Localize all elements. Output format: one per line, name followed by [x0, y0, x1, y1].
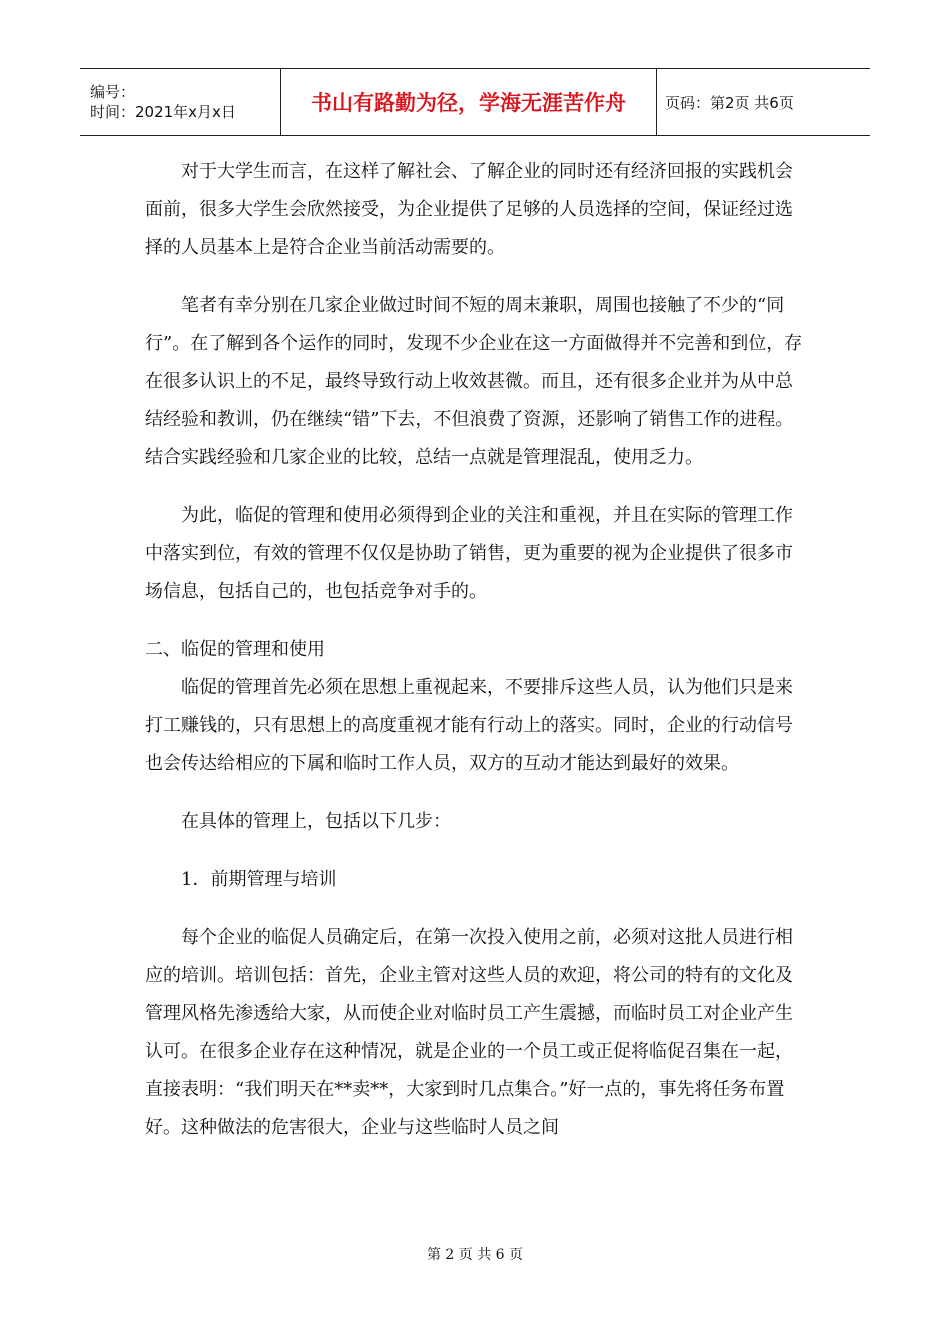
subsection-heading: 1．前期管理与培训	[181, 869, 337, 890]
document-body	[145, 153, 805, 1147]
paragraph: 笔者有幸分别在几家企业做过时间不短的周末兼职，周围也接触了不少的“同行”。在了解到各个运作的同时，发现不少企业在这一方面做得并不完善和到位，存在很多认识上的不足，最终导致行动上收效甚微。而且，还有很多企业并为从中总结经验和教训，仍在继续“错”下去，不但浪费了资源，还影响了销售工作的进程。结合实践经验和几家企业的比较，总结一点就是管理混乱，使用乏力。	[145, 295, 803, 468]
page-header	[80, 68, 870, 136]
paragraph: 为此，临促的管理和使用必须得到企业的关注和重视，并且在实际的管理工作中落实到位，有效的管理不仅仅是协助了销售，更为重要的视为企业提供了很多市场信息，包括自己的，也包括竞争对手的。	[145, 505, 793, 602]
header-page-info: 页码：第2页 共6页	[665, 93, 794, 112]
section-heading: 二、临促的管理和使用	[145, 639, 325, 660]
paragraph: 每个企业的临促人员确定后，在第一次投入使用之前，必须对这批人员进行相应的培训。培训包括：首先，企业主管对这些人员的欢迎，将公司的特有的文化及管理风格先渗透给大家，从而使企业对临时员工产生震撼，而临时员工对企业产生认可。在很多企业存在这种情况，就是企业的一个员工或正促将临促召集在一起，直接表明：“我们明天在**卖**，大家到时几点集合。”好一点的，事先将任务布置好。这种做法的危害很大，企业与这些临时人员之间	[145, 927, 793, 1138]
header-motto: 书山有路勤为径，学海无涯苦作舟	[280, 69, 657, 135]
header-meta	[80, 69, 280, 135]
document-number-label: 编号：	[90, 83, 136, 101]
paragraph: 临促的管理首先必须在思想上重视起来，不要排斥这些人员，认为他们只是来打工赚钱的，只有思想上的高度重视才能有行动上的落实。同时，企业的行动信号也会传达给相应的下属和临时工作人员，双方的互动才能达到最好的效果。	[145, 677, 793, 774]
paragraph: 对于大学生而言，在这样了解社会、了解企业的同时还有经济回报的实践机会面前，很多大学生会欣然接受，为企业提供了足够的人员选择的空间，保证经过选择的人员基本上是符合企业当前活动需要的。	[145, 161, 793, 258]
page-footer: 第 2 页 共 6 页	[426, 1247, 524, 1263]
document-date: 时间：2021年x月x日	[90, 103, 236, 121]
paragraph: 在具体的管理上，包括以下几步：	[181, 811, 451, 832]
